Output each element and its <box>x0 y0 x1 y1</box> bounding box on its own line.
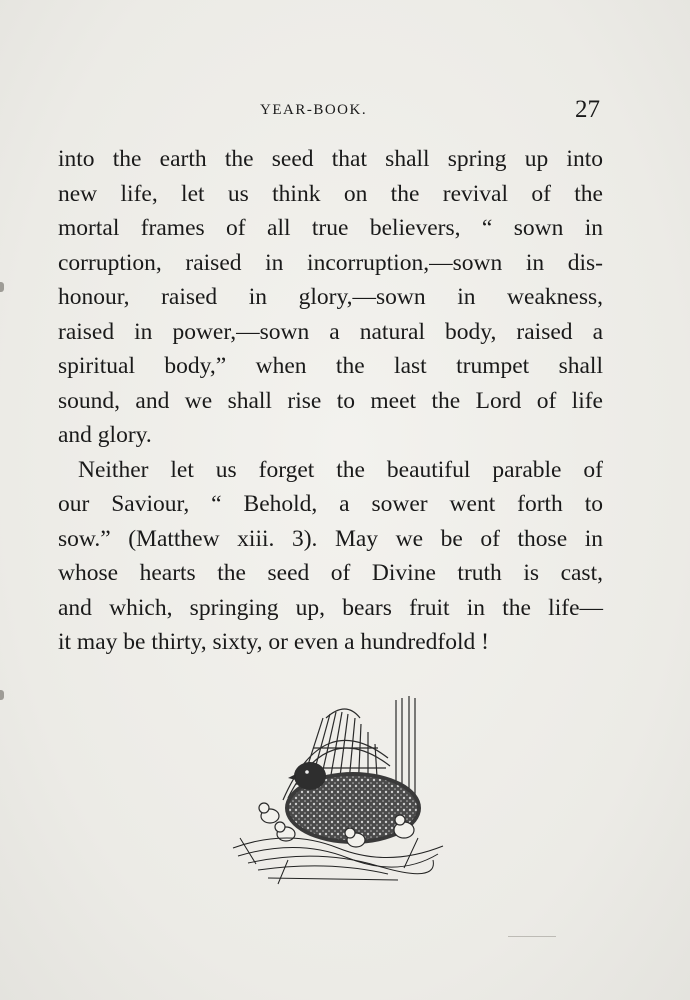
paragraph <box>58 142 603 453</box>
text-line: new life, let us think on the revival of the <box>58 180 603 207</box>
body-text <box>58 142 603 660</box>
text-line: sow.” (Matthew xiii. 3). May we be of those in <box>58 525 603 552</box>
text-line: spiritual body,” when the last trumpet shall <box>58 353 603 379</box>
text-line: into the earth the seed that shall spring up into <box>58 146 603 172</box>
paragraph <box>58 453 603 660</box>
text-line: whose hearts the seed of Divine truth is cast, <box>58 560 603 586</box>
hen-and-chicks-engraving-icon <box>228 688 448 893</box>
text-line: and which, springing up, bears fruit in the life— <box>58 594 603 621</box>
page-number: 27 <box>575 96 600 123</box>
page-header <box>60 96 600 128</box>
text-line: sound, and we shall rise to meet the Lord of life <box>58 387 603 414</box>
text-line: raised in power,—sown a natural body, raised a <box>58 318 603 345</box>
running-title: YEAR-BOOK. <box>260 102 368 118</box>
text-line: honour, raised in glory,—sown in weakness, <box>58 284 603 310</box>
text-line: and glory. <box>58 422 152 448</box>
page-edge-mark <box>0 282 4 292</box>
text-line: it may be thirty, sixty, or even a hundredfold ! <box>58 629 489 655</box>
divider <box>508 936 556 937</box>
text-line: Neither let us forget the beautiful parable of <box>78 456 603 483</box>
text-line: corruption, raised in incorruption,—sown in dis- <box>58 249 603 276</box>
text-line: our Saviour, “ Behold, a sower went forth to <box>58 491 603 517</box>
text-line: mortal frames of all true believers, “ sown in <box>58 215 603 241</box>
page-edge-mark <box>0 690 4 700</box>
